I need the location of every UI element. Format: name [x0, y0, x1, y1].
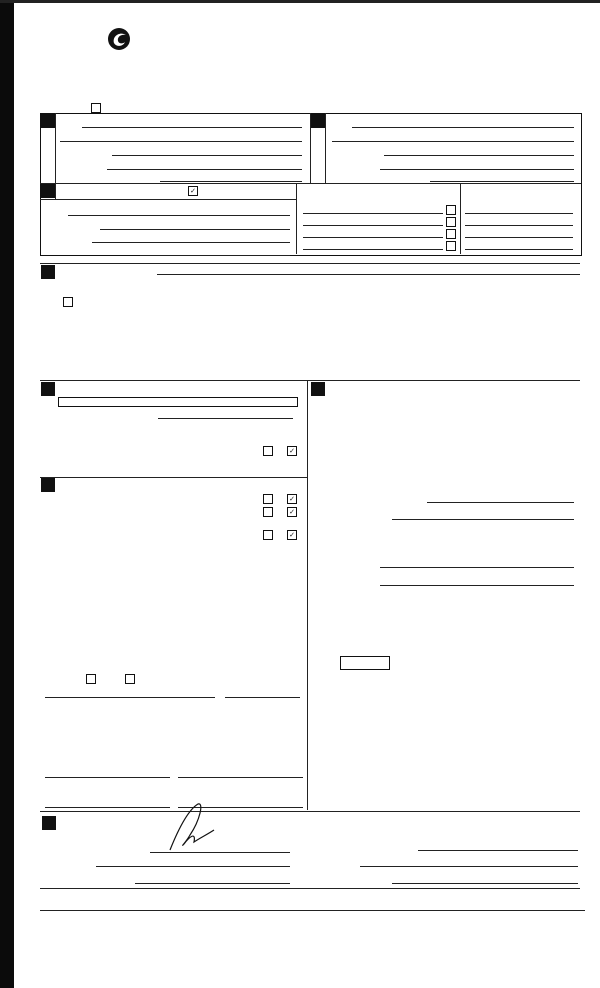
same-as-buyer-checkbox[interactable]: ✓: [188, 186, 198, 196]
designation-no-checkbox[interactable]: ✓: [287, 494, 297, 504]
personal-property-checkbox[interactable]: [446, 241, 456, 251]
designation-yes-checkbox[interactable]: [263, 494, 273, 504]
dor-swirl-logo-icon: [106, 26, 132, 52]
section-8-number: [42, 816, 56, 830]
exemption-yes-checkbox[interactable]: [263, 446, 273, 456]
does-not-checkbox[interactable]: [125, 674, 135, 684]
dor-logo: [40, 26, 140, 62]
buyer-side-label: [311, 128, 326, 183]
designation-no-checkbox[interactable]: ✓: [287, 507, 297, 517]
designation-no-checkbox[interactable]: ✓: [287, 530, 297, 540]
personal-property-checkbox[interactable]: [446, 205, 456, 215]
land-use-select[interactable]: [58, 397, 298, 407]
section-5-number: [41, 382, 55, 396]
section-4-number: [41, 265, 55, 279]
personal-property-checkbox[interactable]: [446, 229, 456, 239]
grantor-signature[interactable]: [160, 800, 220, 855]
personal-property-checkbox[interactable]: [446, 217, 456, 227]
exemption-no-checkbox[interactable]: ✓: [287, 446, 297, 456]
section-3-number: [41, 184, 55, 198]
designation-yes-checkbox[interactable]: [263, 507, 273, 517]
does-checkbox[interactable]: [86, 674, 96, 684]
seller-side-label: [41, 128, 56, 183]
section-1-number: [41, 114, 55, 128]
section-6-number: [41, 478, 55, 492]
local-rate-box[interactable]: [340, 656, 390, 670]
legal-description[interactable]: [68, 325, 71, 406]
scan-edge-top: [0, 0, 600, 3]
section-7-number: [311, 382, 325, 396]
segregated-checkbox[interactable]: [63, 297, 73, 307]
scan-edge-left: [0, 0, 14, 988]
designation-yes-checkbox[interactable]: [263, 530, 273, 540]
partial-sale-checkbox[interactable]: [91, 103, 101, 113]
section-2-number: [311, 114, 325, 128]
